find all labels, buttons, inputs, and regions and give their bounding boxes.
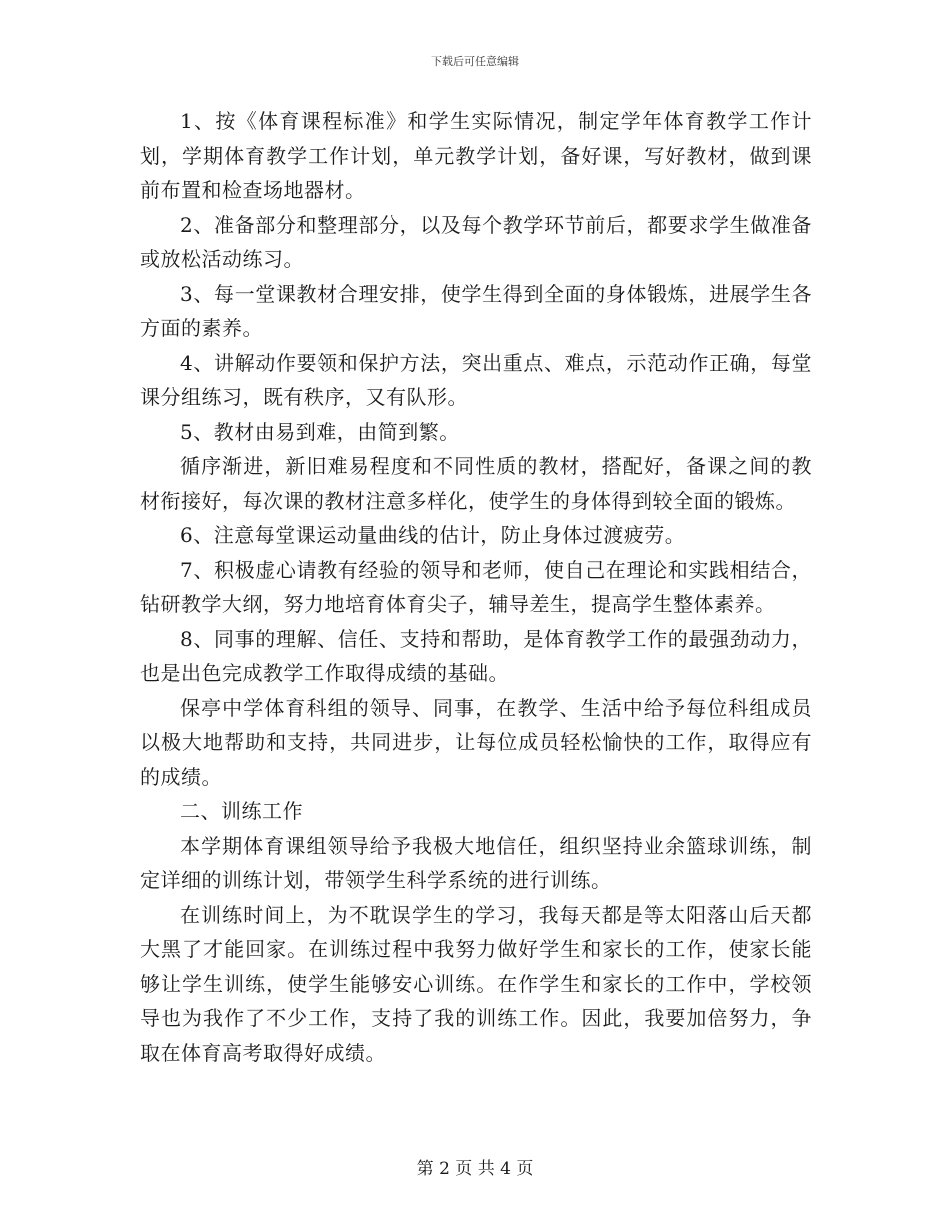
paragraph-colleagues: 保亭中学体育科组的领导、同事，在教学、生活中给予每位科组成员以极大地帮助和支持，共同进步，让每位成员轻松愉快的工作，取得应有的成绩。 — [140, 695, 812, 789]
paragraph-item-2: 2、准备部分和整理部分，以及每个教学环节前后，都要求学生做准备或放松活动练习。 — [140, 212, 812, 271]
paragraph-item-8: 8、同事的理解、信任、支持和帮助，是体育教学工作的最强劲动力，也是出色完成教学工作取得成绩的基础。 — [140, 626, 812, 685]
page-number: 第 2 页 共 4 页 — [416, 1159, 534, 1179]
paragraph-item-7: 7、积极虚心请教有经验的领导和老师，使自己在理论和实践相结合，钻研教学大纲，努力地培育体育尖子，辅导差生，提高学生整体素养。 — [140, 557, 812, 616]
page-header: 下载后可任意编辑 — [431, 55, 519, 68]
section-heading-training: 二、训练工作 — [180, 799, 303, 823]
document-body — [140, 104, 812, 1070]
paragraph-item-5: 5、教材由易到难，由简到繁。 — [180, 419, 460, 444]
paragraph-item-3: 3、每一堂课教材合理安排，使学生得到全面的身体锻炼，进展学生各方面的素养。 — [140, 281, 812, 340]
paragraph-item-4: 4、讲解动作要领和保护方法，突出重点、难点，示范动作正确，每堂课分组练习，既有秩序，又有队形。 — [140, 350, 812, 409]
paragraph-item-1: 1、按《体育课程标准》和学生实际情况，制定学年体育教学工作计划，学期体育教学工作计划，单元教学计划，备好课，写好教材，做到课前布置和检查场地器材。 — [140, 109, 812, 202]
paragraph-training-time: 在训练时间上，为不耽误学生的学习，我每天都是等太阳落山后天都大黑了才能回家。在训练过程中我努力做好学生和家长的工作，使家长能够让学生训练，使学生能够安心训练。在作学生和家长的工作中，学校领导也为我作了不少工作，支持了我的训练工作。因此，我要加倍努力，争取在体育高考取得好成绩。 — [140, 902, 812, 1065]
paragraph-progressive: 循序渐进，新旧难易程度和不同性质的教材，搭配好，备课之间的教材衔接好，每次课的教材注意多样化，使学生的身体得到较全面的锻炼。 — [140, 454, 812, 513]
paragraph-training-plan: 本学期体育课组领导给予我极大地信任，组织坚持业余篮球训练，制定详细的训练计划，带领学生科学系统的进行训练。 — [140, 833, 812, 892]
paragraph-item-6: 6、注意每堂课运动量曲线的估计，防止身体过渡疲劳。 — [180, 523, 686, 547]
